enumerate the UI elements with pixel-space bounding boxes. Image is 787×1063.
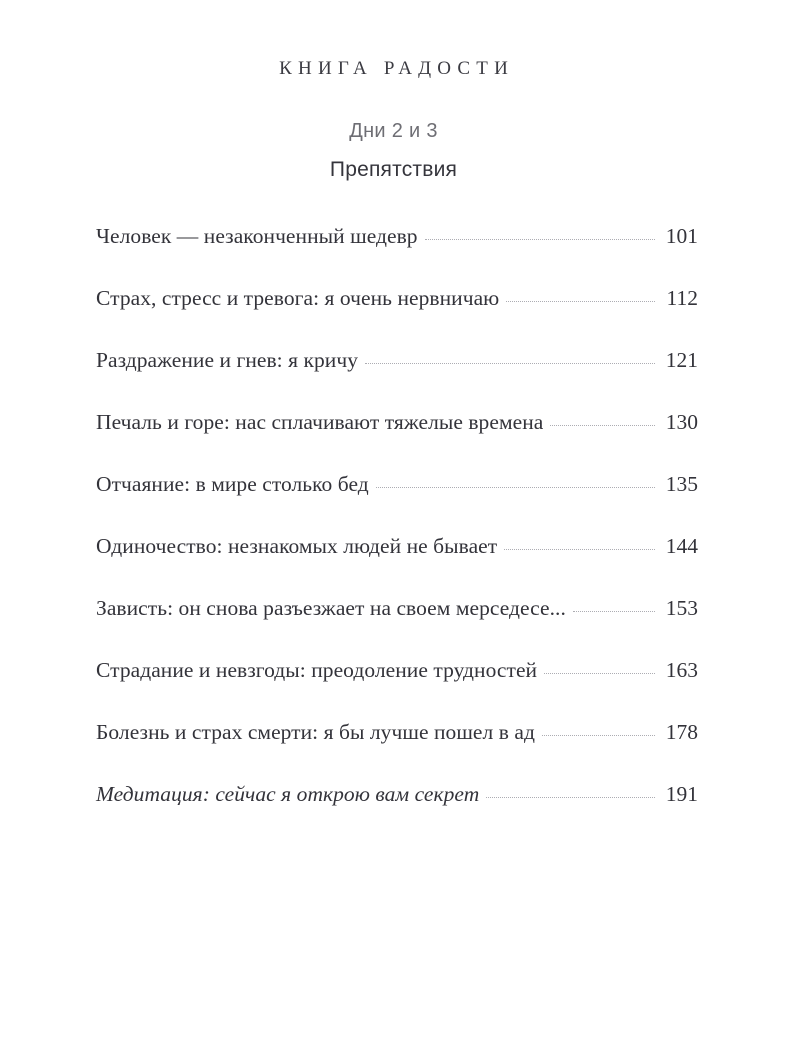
dot-leader: [504, 549, 655, 550]
toc-entry-page-number: 130: [665, 410, 698, 434]
toc-entry-page-number: 191: [665, 782, 698, 806]
dot-leader: [365, 363, 655, 364]
section-title: Препятствия: [329, 158, 458, 181]
dot-leader: [550, 425, 655, 426]
toc-entry-title: Медитация: сейчас я открою вам секрет: [96, 782, 480, 806]
dot-leader: [425, 239, 655, 240]
toc-entry-page-number: 101: [665, 224, 698, 248]
toc-entry[interactable]: [96, 531, 698, 593]
toc-entry-title: Раздражение и гнев: я кричу: [96, 348, 359, 372]
toc-entry-title: Одиночество: незнакомых людей не бывает: [96, 534, 498, 558]
days-label: Дни 2 и 3: [349, 120, 438, 142]
toc-entry[interactable]: [96, 469, 698, 531]
toc-entry-page-number: 121: [665, 348, 698, 372]
toc-entry-title: Страдание и невзгоды: преодоление трудностей: [96, 658, 538, 682]
toc-entry[interactable]: [96, 717, 698, 779]
dot-leader: [542, 735, 655, 736]
toc-entry-page-number: 153: [665, 596, 698, 620]
dot-leader: [486, 797, 655, 798]
toc-entry-title: Зависть: он снова разъезжает на своем мерседесе...: [96, 596, 566, 620]
dot-leader: [506, 301, 655, 302]
toc-entry-title: Страх, стресс и тревога: я очень нервничаю: [96, 286, 500, 310]
toc-entry[interactable]: [96, 345, 698, 407]
toc-entry-page-number: 144: [665, 534, 698, 558]
toc-entry-title: Человек — незаконченный шедевр: [96, 224, 418, 248]
toc-entry-title: Отчаяние: в мире столько бед: [96, 472, 369, 496]
table-of-contents: [96, 221, 698, 841]
toc-entry[interactable]: [96, 283, 698, 345]
toc-entry[interactable]: [96, 655, 698, 717]
dot-leader: [573, 611, 655, 612]
toc-entry-title: Печаль и горе: нас сплачивают тяжелые времена: [96, 410, 544, 434]
toc-entry-page-number: 178: [665, 720, 698, 744]
toc-entry[interactable]: [96, 407, 698, 469]
toc-entry[interactable]: [96, 779, 698, 841]
toc-entry[interactable]: [96, 221, 698, 283]
toc-entry-page-number: 135: [665, 472, 698, 496]
toc-entry-page-number: 112: [666, 286, 698, 310]
toc-entry-page-number: 163: [665, 658, 698, 682]
dot-leader: [376, 487, 655, 488]
book-title: КНИГА РАДОСТИ: [279, 58, 515, 79]
toc-entry[interactable]: [96, 593, 698, 655]
dot-leader: [544, 673, 655, 674]
toc-entry-title: Болезнь и страх смерти: я бы лучше пошел в ад: [96, 720, 535, 744]
